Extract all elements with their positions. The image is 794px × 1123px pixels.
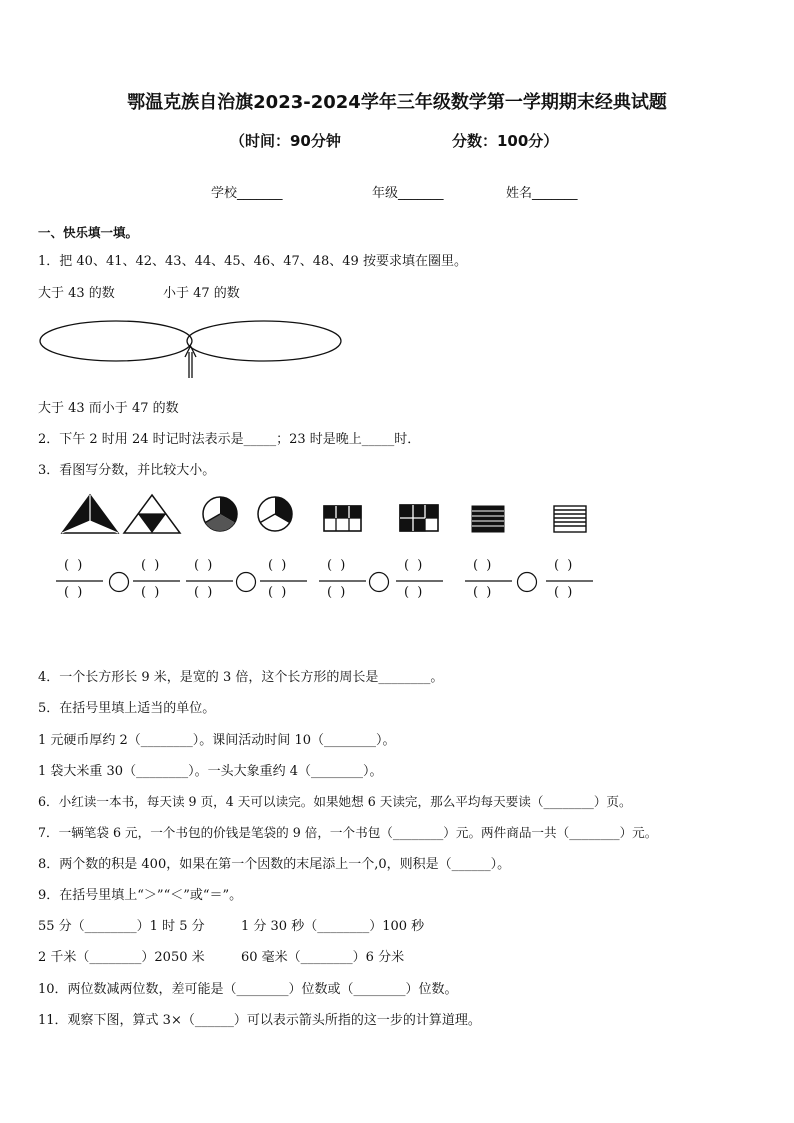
fraction-numerator: ( ) (404, 558, 425, 573)
question-9-line-2b: 60 毫米（________）6 分米 (241, 950, 405, 965)
question-8: 8．两个数的积是 400，如果在第一个因数的末尾添上一个,0，则积是（______）。 (38, 857, 511, 872)
question-2: 2．下午 2 时用 24 时记时法表示是_____；23 时是晚上_____时． (38, 432, 421, 447)
compare-circle-2 (237, 573, 256, 592)
question-4: 4．一个长方形长 9 米，是宽的 3 倍，这个长方形的周长是________。 (38, 670, 444, 685)
fraction-numerator: ( ) (141, 558, 162, 573)
question-9: 9．在括号里填上“＞”“＜”或“＝”。 (38, 888, 243, 903)
stripe-figure-1 (472, 506, 504, 532)
circle-figure-1 (203, 497, 237, 531)
venn-left-label: 大于 43 的数 (38, 286, 115, 301)
stripe-figure-2 (554, 506, 586, 532)
fraction-numerator: ( ) (554, 558, 575, 573)
question-5: 5．在括号里填上适当的单位。 (38, 701, 216, 716)
section-heading: 一、快乐填一填。 (38, 225, 139, 240)
compare-circle-1 (110, 573, 129, 592)
question-7: 7．一辆笔袋 6 元，一个书包的价钱是笔袋的 9 倍，一个书包（________）元。两件商品一共（________）元。 (38, 825, 658, 840)
venn-right-label: 小于 47 的数 (163, 286, 240, 301)
compare-circle-4 (518, 573, 537, 592)
fraction-denominator: ( ) (473, 585, 494, 600)
question-9-line-1a: 55 分（________）1 时 5 分 (38, 919, 205, 934)
exam-time: （时间：90分钟 (230, 132, 341, 150)
grade-field: 年级_______ (372, 186, 444, 201)
question-5-line-1: 1 元硬币厚约 2（________）。课间活动时间 10（________）。 (38, 733, 396, 748)
fraction-denominator: ( ) (268, 585, 289, 600)
question-9-line-2a: 2 千米（________）2050 米 (38, 950, 205, 965)
fraction-numerator: ( ) (194, 558, 215, 573)
question-11: 11．观察下图，算式 3×（______）可以表示箭头所指的这一步的计算道理。 (38, 1013, 481, 1028)
venn-intersection-label: 大于 43 而小于 47 的数 (38, 401, 179, 416)
fraction-numerator: ( ) (473, 558, 494, 573)
school-field: 学校_______ (211, 186, 283, 201)
triangle-figure-2 (124, 495, 180, 533)
grid-figure-2 (400, 505, 438, 531)
fraction-denominator: ( ) (404, 585, 425, 600)
exam-score: 分数：100分） (452, 132, 559, 150)
venn-left-ellipse (40, 321, 192, 361)
fraction-numerator: ( ) (268, 558, 289, 573)
question-5-line-2: 1 袋大米重 30（________）。一头大象重约 4（________）。 (38, 764, 383, 779)
triangle-figure-1 (62, 495, 118, 533)
venn-diagram (40, 321, 341, 378)
fraction-denominator: ( ) (64, 585, 85, 600)
question-9-line-1b: 1 分 30 秒（________）100 秒 (241, 919, 425, 934)
fraction-denominator: ( ) (194, 585, 215, 600)
fraction-denominator: ( ) (141, 585, 162, 600)
fraction-numerator: ( ) (64, 558, 85, 573)
question-6: 6．小红读一本书，每天读 9 页，4 天可以读完。如果她想 6 天读完，那么平均每天要读（________）页。 (38, 794, 632, 809)
question-10: 10．两位数减两位数，差可能是（________）位数或（________）位数。 (38, 982, 458, 997)
circle-figure-2 (258, 497, 292, 531)
fraction-rows (56, 573, 593, 592)
pointer-arrow-icon (185, 346, 196, 378)
question-3: 3．看图写分数，并比较大小。 (38, 463, 216, 478)
fraction-denominator: ( ) (327, 585, 348, 600)
question-1: 1．把 40、41、42、43、44、45、46、47、48、49 按要求填在圈里。 (38, 254, 467, 269)
compare-circle-3 (370, 573, 389, 592)
fraction-denominator: ( ) (554, 585, 575, 600)
page-title: 鄂温克族自治旗2023-2024学年三年级数学第一学期期末经典试题 (127, 92, 667, 113)
name-field: 姓名_______ (506, 186, 578, 201)
grid-figure-1 (324, 506, 361, 531)
venn-right-ellipse (187, 321, 341, 361)
fraction-numerator: ( ) (327, 558, 348, 573)
